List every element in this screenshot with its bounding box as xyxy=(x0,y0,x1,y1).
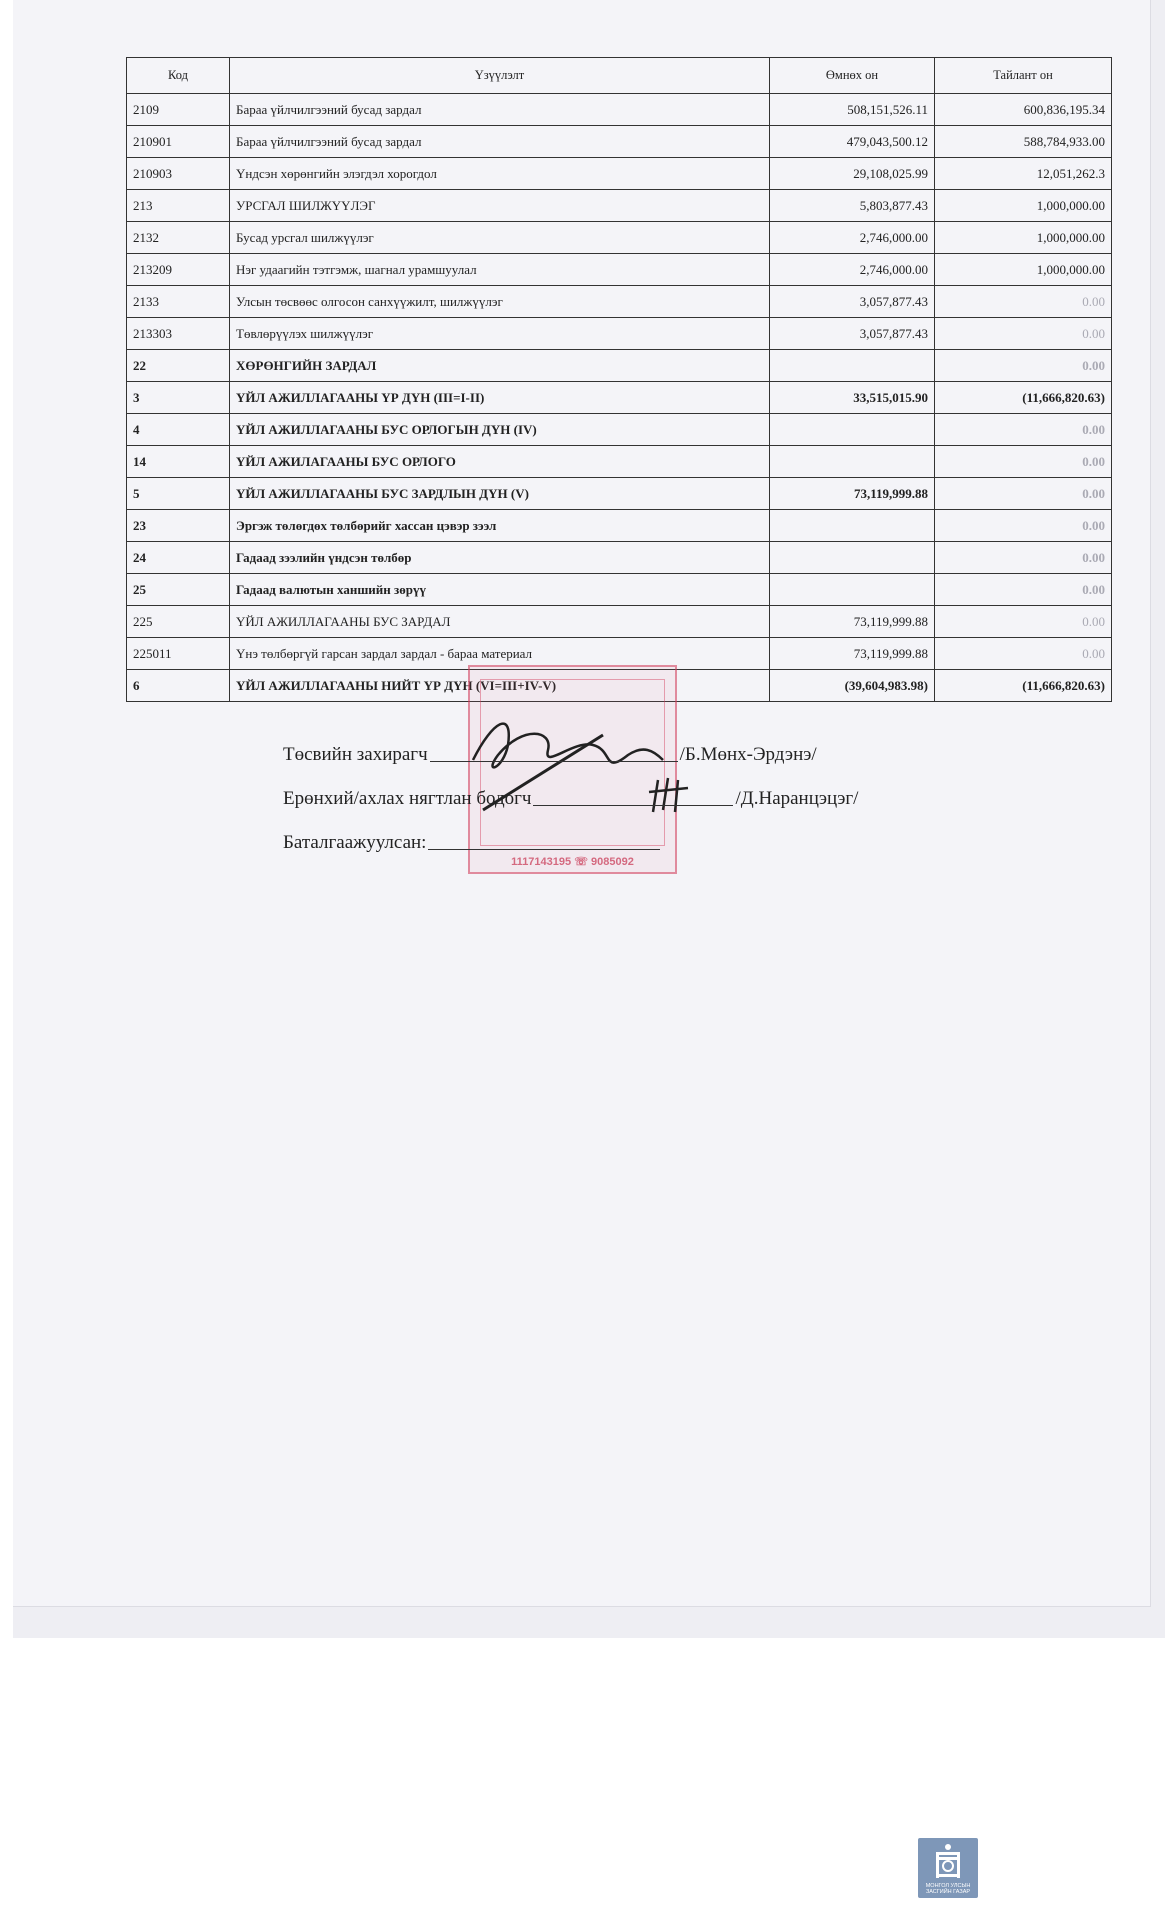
cell-code: 225 xyxy=(127,606,230,638)
table-row xyxy=(127,542,1112,574)
table-row xyxy=(127,254,1112,286)
cell-previous-year: 5,803,877.43 xyxy=(770,190,935,222)
cell-previous-year: 3,057,877.43 xyxy=(770,286,935,318)
cell-code: 22 xyxy=(127,350,230,382)
table-row xyxy=(127,350,1112,382)
stamp-number: 1117143195 ☏ 9085092 xyxy=(511,856,634,868)
cell-code: 213 xyxy=(127,190,230,222)
cell-current-year: 0.00 xyxy=(935,542,1112,574)
cell-code: 4 xyxy=(127,414,230,446)
signature-blank xyxy=(533,805,733,806)
cell-description: ҮЙЛ АЖИЛАГААНЫ БУС ОРЛОГО xyxy=(230,446,770,478)
cell-current-year: 0.00 xyxy=(935,350,1112,382)
cell-description: ҮЙЛ АЖИЛЛАГААНЫ БУС ЗАРДАЛ xyxy=(230,606,770,638)
cell-description: Бусад урсгал шилжүүлэг xyxy=(230,222,770,254)
cell-previous-year: 29,108,025.99 xyxy=(770,158,935,190)
cell-code: 14 xyxy=(127,446,230,478)
cell-description: Бараа үйлчилгээний бусад зардал xyxy=(230,94,770,126)
cell-previous-year: 2,746,000.00 xyxy=(770,254,935,286)
cell-previous-year: 33,515,015.90 xyxy=(770,382,935,414)
cell-code: 213303 xyxy=(127,318,230,350)
head-label: Төсвийн захирагч xyxy=(283,744,428,765)
cell-code: 5 xyxy=(127,478,230,510)
accountant-name: /Д.Наранцэцэг/ xyxy=(735,788,859,809)
cell-description: УРСГАЛ ШИЛЖҮҮЛЭГ xyxy=(230,190,770,222)
cell-current-year: (11,666,820.63) xyxy=(935,670,1112,702)
government-logo xyxy=(918,1838,978,1898)
cell-description: Төвлөрүүлэх шилжүүлэг xyxy=(230,318,770,350)
cell-description: Улсын төсвөөс олгосон санхүүжилт, шилжүүлэг xyxy=(230,286,770,318)
cell-previous-year xyxy=(770,510,935,542)
cell-current-year: 588,784,933.00 xyxy=(935,126,1112,158)
cell-code: 2133 xyxy=(127,286,230,318)
cell-code: 225011 xyxy=(127,638,230,670)
cell-previous-year: 73,119,999.88 xyxy=(770,606,935,638)
cell-current-year: (11,666,820.63) xyxy=(935,382,1112,414)
cell-description: Нэг удаагийн тэтгэмж, шагнал урамшуулал xyxy=(230,254,770,286)
cell-previous-year xyxy=(770,574,935,606)
cell-code: 2132 xyxy=(127,222,230,254)
cell-current-year: 1,000,000.00 xyxy=(935,190,1112,222)
soyombo-emblem-icon xyxy=(932,1842,964,1880)
head-name: /Б.Мөнх-Эрдэнэ/ xyxy=(679,744,817,765)
header-code: Код xyxy=(127,58,230,94)
table-row xyxy=(127,414,1112,446)
table-row xyxy=(127,126,1112,158)
cell-previous-year xyxy=(770,350,935,382)
cell-code: 23 xyxy=(127,510,230,542)
cell-previous-year: 73,119,999.88 xyxy=(770,478,935,510)
cell-description: Гадаад валютын ханшийн зөрүү xyxy=(230,574,770,606)
cell-description: Бараа үйлчилгээний бусад зардал xyxy=(230,126,770,158)
cell-previous-year: 3,057,877.43 xyxy=(770,318,935,350)
table-row xyxy=(127,286,1112,318)
accountant-label: Ерөнхий/ахлах нягтлан бодогч xyxy=(283,788,532,809)
cell-current-year: 1,000,000.00 xyxy=(935,222,1112,254)
table-row xyxy=(127,510,1112,542)
cell-previous-year: 73,119,999.88 xyxy=(770,638,935,670)
verified-label: Баталгаажуулсан: xyxy=(283,832,427,853)
cell-current-year: 0.00 xyxy=(935,606,1112,638)
header-previous-year: Өмнөх он xyxy=(770,58,935,94)
table-row xyxy=(127,574,1112,606)
cell-code: 3 xyxy=(127,382,230,414)
cell-description: ҮЙЛ АЖИЛЛАГААНЫ НИЙТ ҮР ДҮН (VI=III+IV-V) xyxy=(230,670,770,702)
cell-previous-year: 508,151,526.11 xyxy=(770,94,935,126)
cell-current-year: 600,836,195.34 xyxy=(935,94,1112,126)
cell-current-year: 0.00 xyxy=(935,638,1112,670)
header-description: Үзүүлэлт xyxy=(230,58,770,94)
cell-description: Үндсэн хөрөнгийн элэгдэл хорогдол xyxy=(230,158,770,190)
table-row xyxy=(127,382,1112,414)
cell-previous-year xyxy=(770,542,935,574)
cell-code: 6 xyxy=(127,670,230,702)
table-row xyxy=(127,94,1112,126)
cell-description: Үнэ төлбөргүй гарсан зардал зардал - бараа материал xyxy=(230,638,770,670)
cell-code: 2109 xyxy=(127,94,230,126)
cell-previous-year: (39,604,983.98) xyxy=(770,670,935,702)
table-row xyxy=(127,478,1112,510)
cell-previous-year xyxy=(770,414,935,446)
cell-current-year: 0.00 xyxy=(935,414,1112,446)
table-row xyxy=(127,158,1112,190)
cell-description: ҮЙЛ АЖИЛЛАГААНЫ ҮР ДҮН (III=I-II) xyxy=(230,382,770,414)
cell-current-year: 0.00 xyxy=(935,318,1112,350)
cell-current-year: 0.00 xyxy=(935,510,1112,542)
cell-description: ҮЙЛ АЖИЛЛАГААНЫ БУС ЗАРДЛЫН ДҮН (V) xyxy=(230,478,770,510)
cell-current-year: 0.00 xyxy=(935,446,1112,478)
signature-blank xyxy=(428,849,660,850)
scanned-page xyxy=(13,0,1165,1638)
signature-block xyxy=(283,722,858,854)
logo-text: МОНГОЛ УЛСЫН ЗАСГИЙН ГАЗАР xyxy=(925,1883,971,1895)
header-current-year: Тайлант он xyxy=(935,58,1112,94)
cell-code: 210903 xyxy=(127,158,230,190)
table-body xyxy=(127,94,1112,702)
table-row xyxy=(127,318,1112,350)
table-row xyxy=(127,606,1112,638)
cell-description: ҮЙЛ АЖИЛЛАГААНЫ БУС ОРЛОГЫН ДҮН (IV) xyxy=(230,414,770,446)
cell-previous-year xyxy=(770,446,935,478)
cell-description: Эргэж төлөгдөх төлбөрийг хассан цэвэр зээл xyxy=(230,510,770,542)
cell-description: Гадаад зээлийн үндсэн төлбөр xyxy=(230,542,770,574)
table-row xyxy=(127,222,1112,254)
cell-code: 25 xyxy=(127,574,230,606)
cell-previous-year: 2,746,000.00 xyxy=(770,222,935,254)
cell-current-year: 12,051,262.3 xyxy=(935,158,1112,190)
cell-current-year: 0.00 xyxy=(935,286,1112,318)
signature-line-head xyxy=(283,722,858,766)
cell-previous-year: 479,043,500.12 xyxy=(770,126,935,158)
financial-report-table xyxy=(126,57,1112,702)
table-row xyxy=(127,190,1112,222)
cell-code: 24 xyxy=(127,542,230,574)
cell-code: 213209 xyxy=(127,254,230,286)
signature-blank xyxy=(430,761,678,762)
signature-line-verified xyxy=(283,810,858,854)
cell-current-year: 0.00 xyxy=(935,574,1112,606)
signature-line-accountant xyxy=(283,766,858,810)
cell-description: ХӨРӨНГИЙН ЗАРДАЛ xyxy=(230,350,770,382)
cell-code: 210901 xyxy=(127,126,230,158)
cell-current-year: 0.00 xyxy=(935,478,1112,510)
cell-current-year: 1,000,000.00 xyxy=(935,254,1112,286)
table-row xyxy=(127,446,1112,478)
table-header-row xyxy=(127,58,1112,94)
